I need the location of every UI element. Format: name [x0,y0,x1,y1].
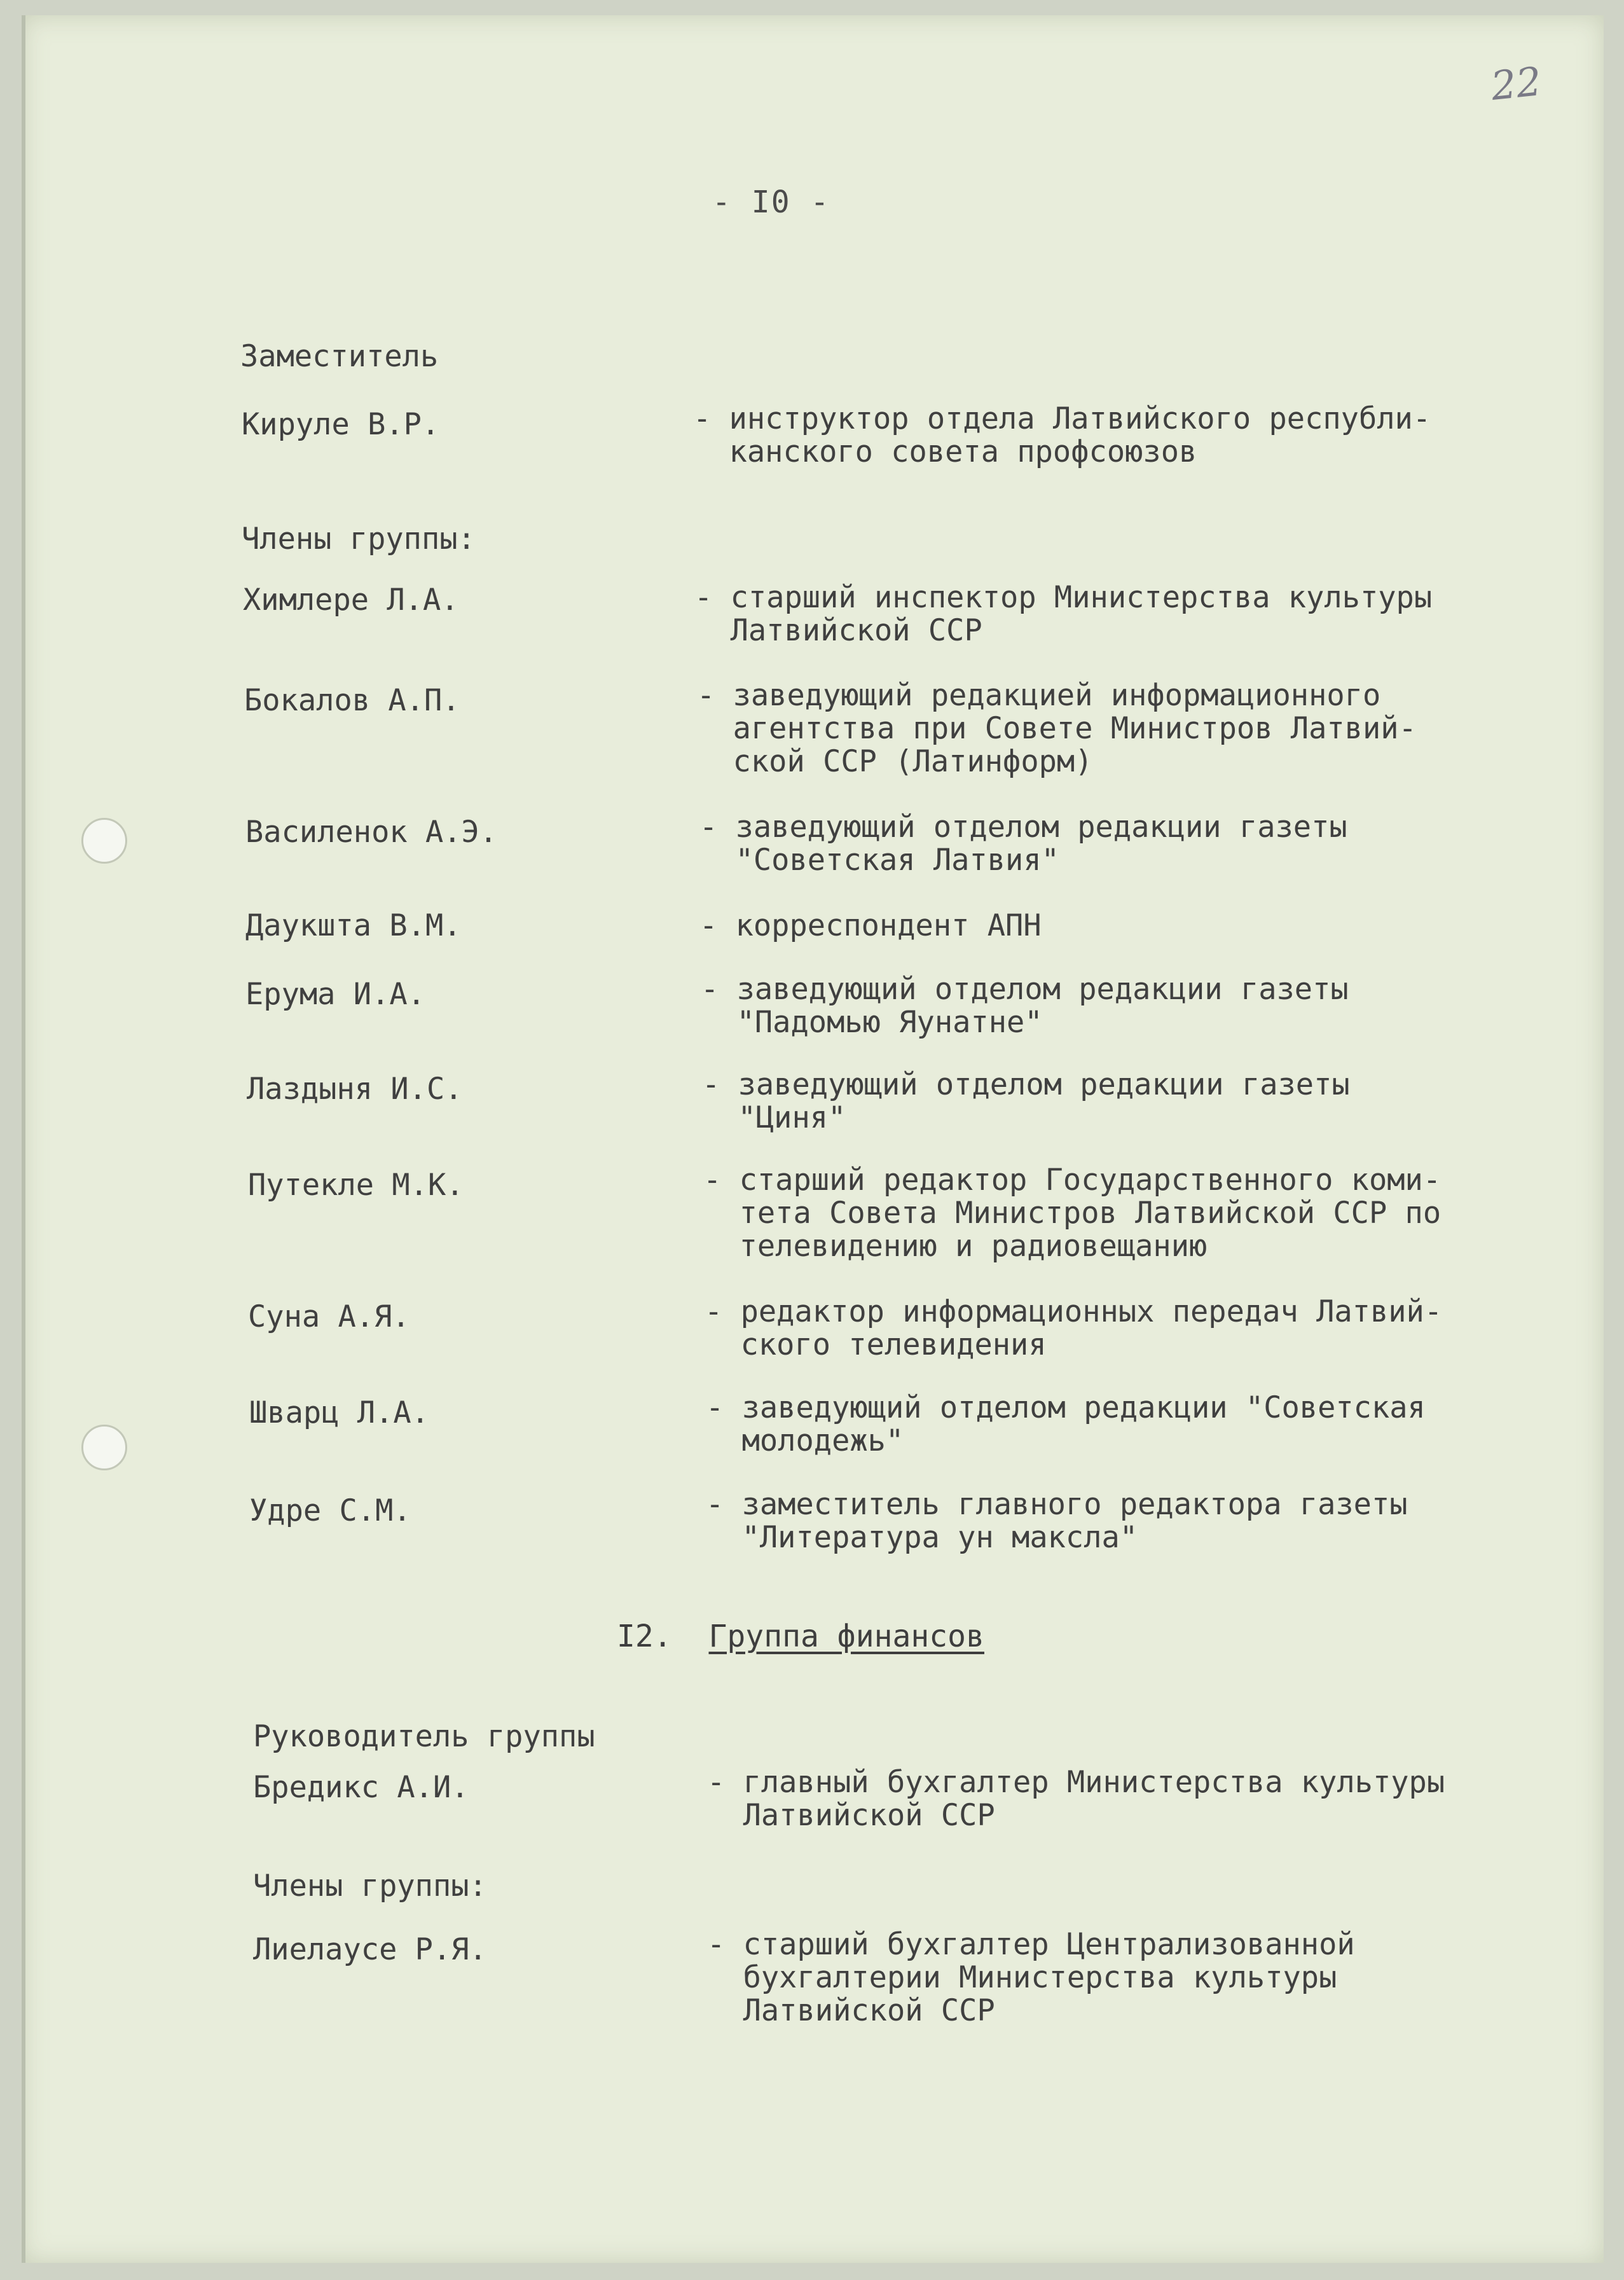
punch-hole-upper [81,818,127,864]
person-position: - заведующий отделом редакции газеты "Циня" [702,1067,1350,1135]
person-position: - старший инспектор Министерства культуры Латвийской ССР [694,580,1433,648]
punch-hole-lower [81,1425,127,1470]
person-position: - инструктор отдела Латвийского республи- канского совета профсоюзов [693,401,1431,469]
person-position: - заведующий отделом редакции газеты "Советская Латвия" [699,810,1347,878]
person-name: Шварц Л.А. [249,1395,429,1430]
label-deputy: Заместитель [240,339,439,374]
person-position: - редактор информационных передач Латвий- ского телевидения [705,1294,1443,1362]
person-name: Бокалов А.П. [244,683,460,718]
person-name: Химлере Л.А. [243,583,459,618]
person-name: Василенок А.Э. [245,815,498,850]
label-members: Члены группы: [242,522,476,556]
person-name: Бредикс А.И. [253,1770,469,1805]
person-position: - заместитель главного редактора газеты "Литература ун максла" [706,1487,1408,1555]
person-name: Лиелаусе Р.Я. [253,1932,487,1967]
person-name: Даукшта В.М. [245,908,462,943]
page-number: - I0 - [712,184,830,220]
person-position: - заведующий отделом редакции газеты "Падомью Яунатне" [701,972,1349,1040]
page-edge [22,15,25,2263]
person-name: Путекле М.К. [248,1168,464,1203]
person-position: - заведующий редакцией информационного агентства при Совете Министров Латвий- ской ССР (Латинформ) [697,678,1417,779]
person-position: - корреспондент АПН [699,908,1042,943]
person-name: Кируле В.Р. [242,407,440,442]
person-position: - старший бухгалтер Централизованной бухгалтерии Министерства культуры Латвийской ССР [707,1927,1355,2028]
person-name: Ерума И.А. [245,977,425,1012]
person-name: Удре С.М. [249,1493,411,1528]
person-position: - старший редактор Государственного коми- тета Совета Министров Латвийской ССР по телевидению и радиовещанию [703,1163,1442,1264]
section-title: Группа финансов [708,1619,984,1654]
archive-page-number: 22 [1489,58,1544,109]
label-group-head: Руководитель группы [253,1719,595,1754]
person-position: - заведующий отделом редакции "Советская молодежь" [706,1390,1426,1458]
person-name: Суна А.Я. [248,1299,410,1334]
person-name: Лаздыня И.С. [247,1072,463,1107]
person-position: - главный бухгалтер Министерства культуры Латвийской ССР [707,1765,1445,1833]
label-members: Члены группы: [253,1869,487,1903]
section-number: I2. [617,1619,672,1654]
section-heading [617,1619,984,1654]
